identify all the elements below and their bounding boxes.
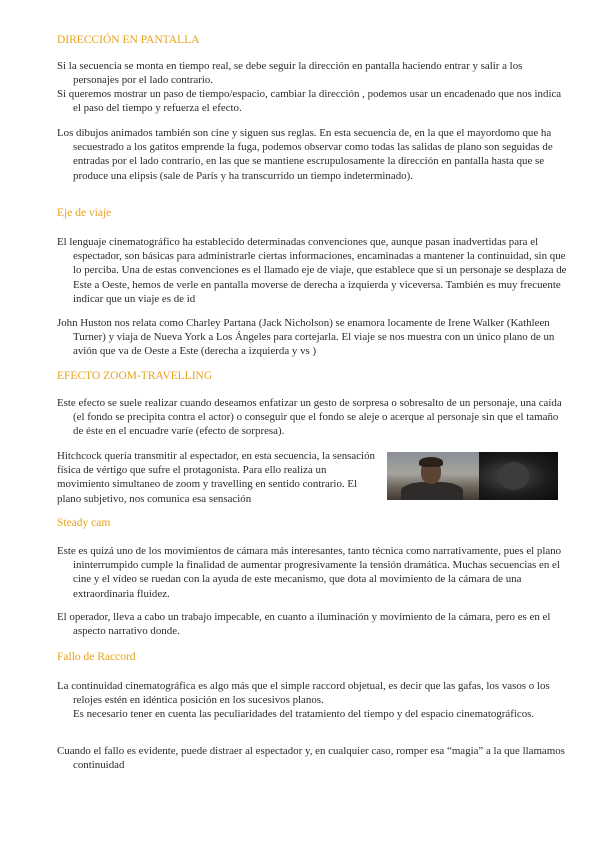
paragraph-raccord-1	[57, 679, 571, 722]
paragraph-raccord-2: Cuando el fallo es evidente, puede distraer al espectador y, en cualquier caso, romper esa “magia” a la que llamamos continuidad	[57, 745, 565, 772]
vertigo-still-subjective-shot	[479, 452, 558, 500]
heading-eje-de-viaje: Eje de viaje	[57, 207, 112, 219]
vertigo-still-actor	[387, 452, 479, 500]
paragraph-raccord-1-text: La continuidad cinematográfica es algo más que el simple raccord objetual, es decir que las gafas, los vasos o los relojes estén en idéntica posición en los sucesivos planos.	[57, 680, 550, 707]
paragraph-direccion-2: Si queremos mostrar un paso de tiempo/espacio, cambiar la dirección , podemos usar un encadenado que nos indica el paso del tiempo y refuerza el efecto.	[57, 88, 562, 115]
paragraph-direccion-3: Los dibujos animados también son cine y siguen sus reglas. En esta secuencia de, en la que el mayordomo que ha secuestrado a los gatitos emprende la fuga, podemos observar como todas las salidas de plano son seguidas de entradas por el lado contrario, en las que se mantiene escrupulosamente la dirección en pantalla hasta que se produce una elipsis (sale de París y ha transcurrido un tiempo indeterminado).	[57, 127, 553, 182]
paragraph-zoom-2: Hitchcock quería transmitir al espectador, en esta secuencia, la sensación física de vértigo que sufre el protagonista. Para ello realiza un movimiento simultaneo de zoom y travelling en sentido contrario. El plano subjetivo, nos comunica esa sensación	[57, 450, 375, 505]
heading-steady-cam: Steady cam	[57, 517, 111, 529]
paragraph-eje-1: El lenguaje cinematográfico ha establecido determinadas convenciones que, aunque pasan inadvertidas para el espectador, son básicas para administrarle ciertas informaciones, encaminadas a mantener la continuidad, sin que lo perciba. Una de estas convenciones es el llamado eje de viaje, que establece que si un personaje se desplaza de Este a Oeste, hemos de verle en pantalla moverse de derecha a izquierda y viceversa. También es muy frecuente indicar que un viaje es de id	[57, 236, 567, 305]
paragraph-steady-1: Este es quizá uno de los movimientos de cámara más interesantes, tanto técnica como narrativamente, pues el plano ininterrumpido cumple la finalidad de aumentar progresivamente la tensión dramática. Muchas secuencias en el cine y el vídeo se ruedan con la ayuda de este mecanismo, que dota al movimiento de la cámara de una extraordinaria fluidez.	[57, 545, 562, 600]
heading-fallo-de-raccord: Fallo de Raccord	[57, 651, 136, 663]
paragraph-eje-2: John Huston nos relata como Charley Partana (Jack Nicholson) se enamora locamente de Irene Walker (Kathleen Turner) y viaja de Nueva York a Los Ángeles para cortejarla. El viaje se nos muestra con un único plano de un avión que va de Oeste a Este (derecha a izquierda y vs )	[57, 317, 555, 358]
paragraph-zoom-1: Este efecto se suele realizar cuando deseamos enfatizar un gesto de sorpresa o sobresalto de un personaje, una caída (el fondo se precipita contra el actor) o conseguir que el fondo se aleje o acerque al personaje sin que el tamaño de éste en el encuadre varíe (efecto de sorpresa).	[57, 397, 562, 438]
paragraph-raccord-1-continuation: Es necesario tener en cuenta las peculiaridades del tratamiento del tiempo y del espacio cinematográficos.	[73, 708, 535, 721]
paragraph-steady-2: El operador, lleva a cabo un trabajo impecable, en cuanto a iluminación y movimiento de la cámara, pero es en el aspecto narrativo donde.	[57, 611, 551, 638]
heading-direccion-en-pantalla: DIRECCIÓN EN PANTALLA	[57, 34, 200, 46]
heading-efecto-zoom-travelling: EFECTO ZOOM-TRAVELLING	[57, 370, 213, 382]
paragraph-direccion-1: Si la secuencia se monta en tiempo real, se debe seguir la dirección en pantalla haciendo entrar y salir a los personajes por el lado contrario.	[57, 60, 523, 87]
vertigo-film-stills	[387, 452, 558, 500]
